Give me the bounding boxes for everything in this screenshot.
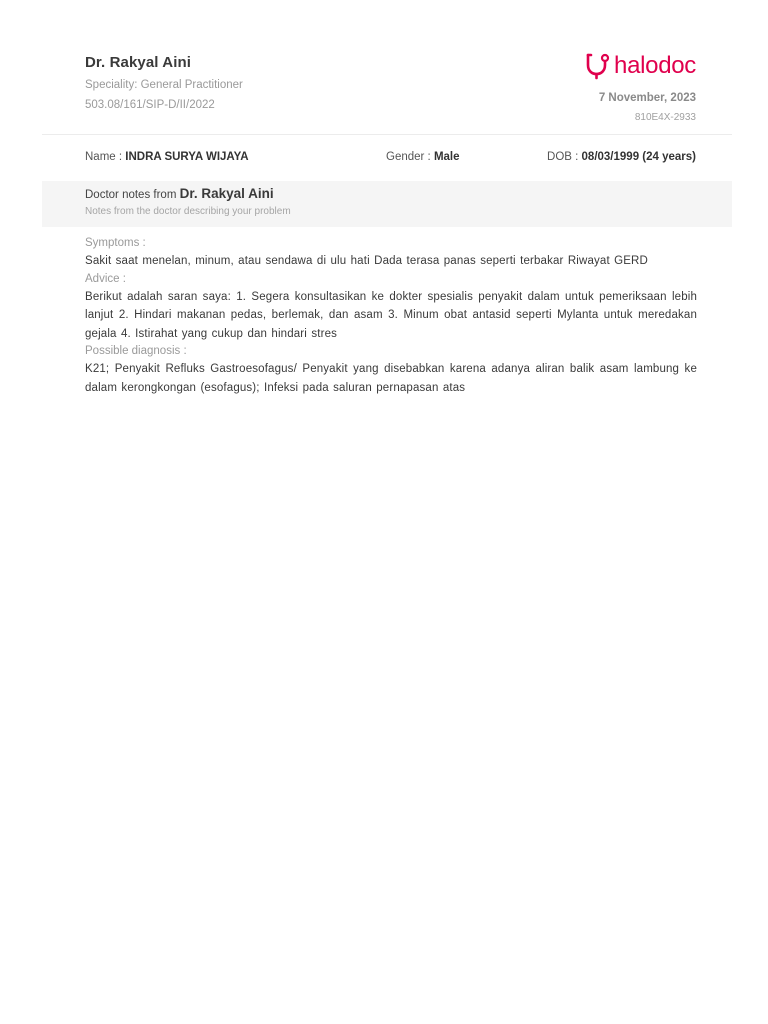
doctor-notes-header — [42, 181, 732, 227]
patient-gender-value: Male — [433, 151, 460, 163]
doctor-notes-doctor-name: Dr. Rakyal Aini — [179, 186, 274, 201]
document-date: 7 November, 2023 — [598, 92, 696, 104]
doctor-speciality: Speciality: General Practitioner — [85, 79, 243, 91]
diagnosis-label: Possible diagnosis : — [85, 345, 187, 357]
patient-name-value: INDRA SURYA WIJAYA — [125, 151, 249, 163]
doctor-name: Dr. Rakyal Aini — [85, 54, 191, 71]
halodoc-wordmark: halodoc — [614, 52, 696, 79]
advice-text: Berikut adalah saran saya: 1. Segera konsultasikan ke dokter spesialis penyakit dalam untuk pemeriksaan lebih lanjut 2. Hindari makanan pedas, berlemak, dan asam 3. Minum obat antasid seperti Mylanta untuk meredakan gejala 4. Istirahat yang cukup dan hindari stres — [85, 290, 697, 340]
patient-name-label: Name : — [85, 151, 126, 163]
header-divider — [42, 134, 732, 135]
stethoscope-icon — [585, 52, 611, 80]
doctor-notes-prefix: Doctor notes from — [85, 189, 180, 201]
patient-dob-field — [547, 151, 696, 163]
advice-label: Advice : — [85, 272, 126, 285]
patient-dob-label: DOB : — [547, 151, 582, 163]
doctor-notes-title — [85, 186, 274, 201]
diagnosis-section — [85, 344, 697, 397]
diagnosis-text: K21; Penyakit Refluks Gastroesofagus/ Penyakit yang disebabkan karena adanya aliran balik asam lambung ke dalam kerongkongan (esofagus); Infeksi pada saluran pernapasan atas — [85, 363, 697, 394]
advice-section — [85, 272, 697, 344]
symptoms-label: Symptoms : — [85, 237, 146, 249]
doctor-license-number: 503.08/161/SIP-D/II/2022 — [85, 99, 215, 111]
patient-dob-value: 08/03/1999 (24 years) — [581, 151, 696, 163]
doctor-notes-subtitle: Notes from the doctor describing your problem — [85, 206, 291, 217]
patient-gender-label: Gender : — [386, 151, 434, 163]
halodoc-logo — [585, 52, 696, 80]
document-reference-code: 810E4X-2933 — [634, 112, 696, 123]
symptoms-text: Sakit saat menelan, minum, atau sendawa di ulu hati Dada terasa panas seperti terbakar Riwayat GERD — [85, 255, 648, 267]
symptoms-section — [85, 236, 697, 271]
patient-gender-field — [386, 151, 460, 163]
patient-name-field — [85, 151, 249, 163]
doctor-notes-content — [85, 236, 697, 397]
